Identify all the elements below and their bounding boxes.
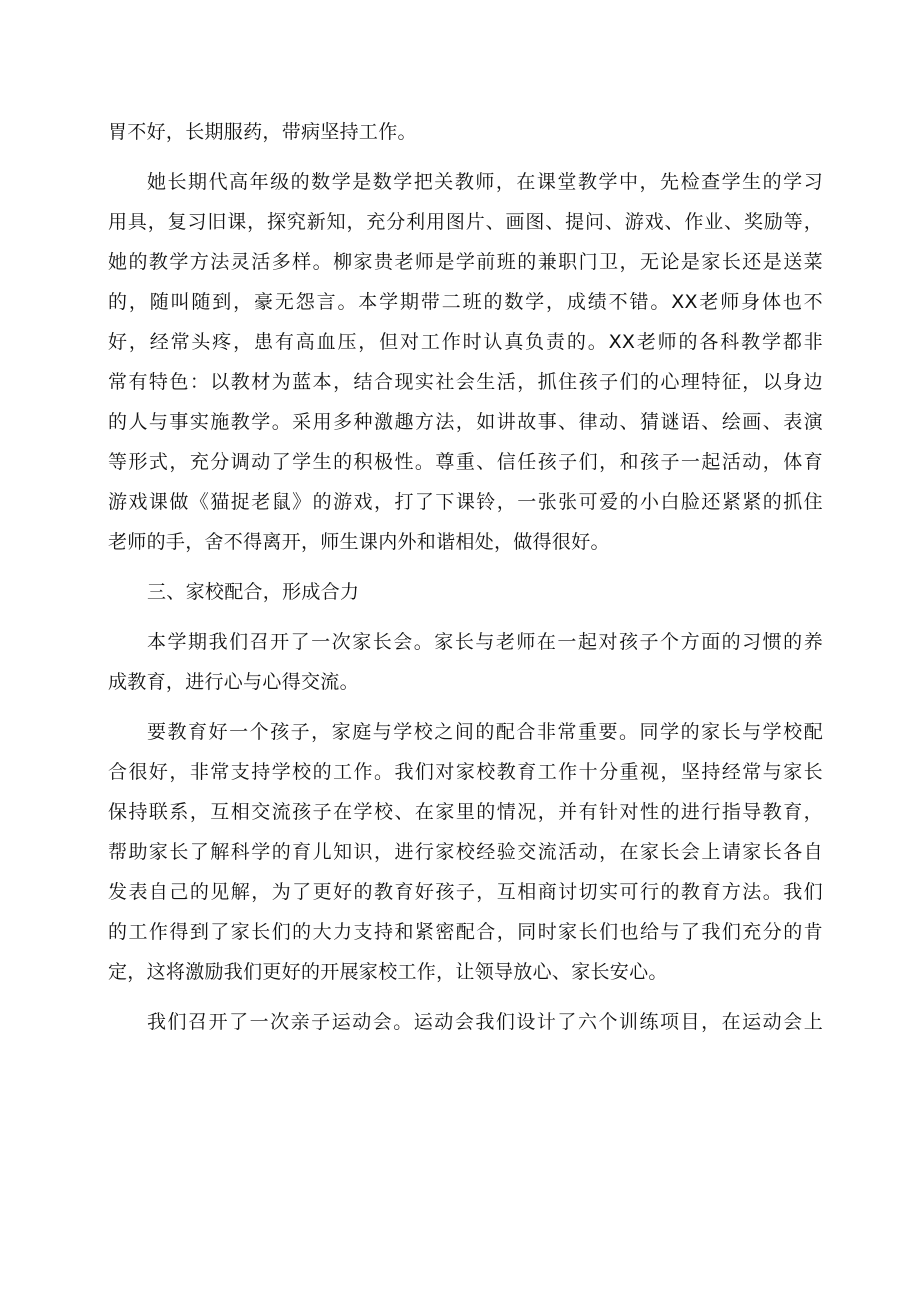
text-line: 定，这将激励我们更好的开展家校工作，让领导放心、家长安心。 [108, 961, 668, 983]
text-line: 她的教学方法灵活多样。柳家贵老师是学前班的兼职门卫，无论是家长还是送菜 [108, 251, 823, 273]
text-line: 帮助家长了解科学的育儿知识，进行家校经验交流活动，在家长会上请家长各自 [108, 841, 823, 863]
text-line: 成教育，进行心与心得交流。 [108, 671, 359, 693]
text-line: 的工作得到了家长们的大力支持和紧密配合，同时家长们也给与了我们充分的肯 [108, 921, 823, 943]
text-line: 我们召开了一次亲子运动会。运动会我们设计了六个训练项目，在运动会上 [147, 1011, 823, 1033]
text-line: 常有特色：以教材为蓝本，结合现实社会生活，抓住孩子们的心理特征，以身边 [108, 371, 823, 393]
text-line: 胃不好，长期服药，带病坚持工作。 [108, 121, 417, 143]
text-line: 的，随叫随到，豪无怨言。本学期带二班的数学，成绩不错。XX老师身体也不 [108, 291, 823, 313]
text-line: 她长期代高年级的数学是数学把关教师，在课堂教学中，先检查学生的学习 [147, 171, 823, 193]
text-line: 保持联系，互相交流孩子在学校、在家里的情况，并有针对性的进行指导教育， [108, 801, 823, 823]
text-line: 三、家校配合，形成合力 [147, 581, 360, 603]
paragraph-gap [108, 612, 823, 622]
text-line: 的人与事实施教学。采用多种激趣方法，如讲故事、律动、猜谜语、绘画、表演 [108, 411, 823, 433]
text-line: 老师的手，舍不得离开，师生课内外和谐相处，做得很好。 [108, 531, 610, 553]
text-line: 等形式，充分调动了学生的积极性。尊重、信任孩子们，和孩子一起活动，体育 [108, 451, 823, 473]
text-line: 本学期我们召开了一次家长会。家长与老师在一起对孩子个方面的习惯的养 [147, 631, 823, 653]
text-line: 好，经常头疼，患有高血压，但对工作时认真负责的。XX老师的各科教学都非 [108, 331, 823, 353]
paragraph-gap [108, 992, 823, 1002]
text-line: 要教育好一个孩子，家庭与学校之间的配合非常重要。同学的家长与学校配 [147, 721, 823, 743]
text-line: 发表自己的见解，为了更好的教育好孩子，互相商讨切实可行的教育方法。我们 [108, 881, 823, 903]
text-line: 用具，复习旧课，探究新知，充分利用图片、画图、提问、游戏、作业、奖励等， [108, 211, 823, 233]
paragraph-gap [108, 702, 823, 712]
paragraph-gap [108, 152, 823, 162]
paragraph-gap [108, 562, 823, 572]
text-line: 合很好，非常支持学校的工作。我们对家校教育工作十分重视，坚持经常与家长 [108, 761, 823, 783]
text-line: 游戏课做《猫捉老鼠》的游戏，打了下课铃，一张张可爱的小白脸还紧紧的抓住 [108, 491, 823, 513]
document-body [108, 112, 823, 1042]
